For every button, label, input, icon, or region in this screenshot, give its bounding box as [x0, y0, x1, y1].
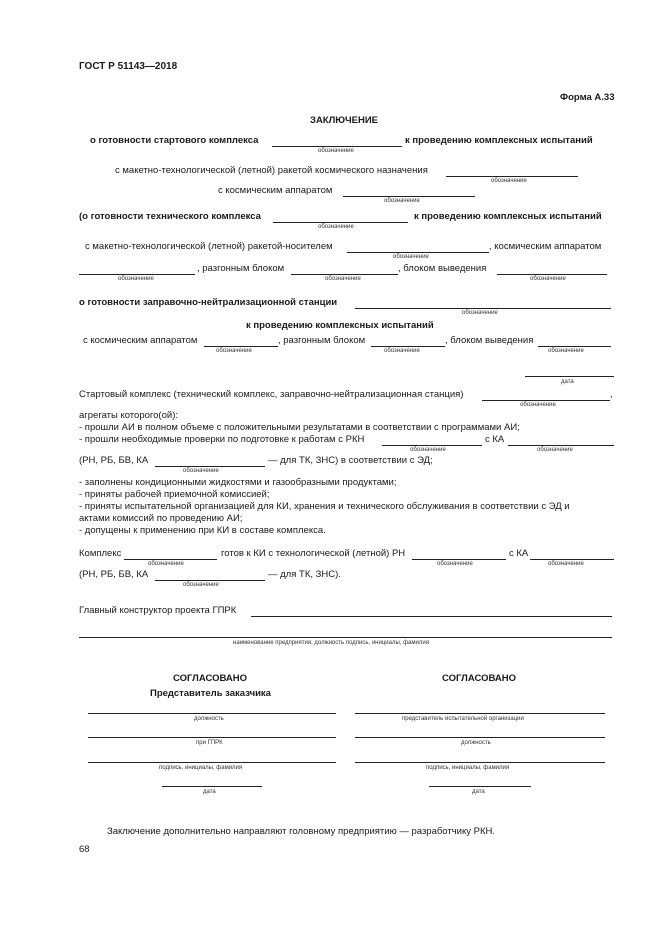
checks-field-rkn — [382, 445, 482, 446]
approval-right-line4 — [429, 786, 531, 787]
approval-right-line3 — [355, 762, 605, 763]
s1-field-designation — [272, 146, 402, 147]
s3-line3-bv: , блоком выведения — [445, 335, 534, 346]
s2-field-ka — [79, 274, 195, 275]
s1-line3: с космическим аппаратом — [218, 185, 333, 196]
complex2-ka-label: с КА — [509, 548, 529, 559]
chief-designer-field-2 — [79, 637, 612, 638]
s3-line2: к проведению комплексных испытаний — [246, 320, 434, 331]
s2-field-designation — [273, 222, 408, 223]
s3-field-designation — [355, 308, 611, 309]
s2-field-bv — [497, 274, 607, 275]
rn-line-left: (РН, РБ, БВ, КА — [79, 455, 149, 466]
s1-line2: с макетно-технологической (летной) ракетой космического назначения — [115, 165, 428, 176]
s2-line3-rb: , разгонным блоком — [197, 263, 285, 274]
approval-left-cap4: дата — [203, 789, 216, 795]
approval-left-subtitle: Представитель заказчика — [150, 688, 271, 699]
s1-caption-rkn: обозначение — [491, 178, 527, 184]
rn-line-right: — для ТК, ЗНС) в соответствии с ЭД; — [268, 455, 433, 466]
approval-left-title: СОГЛАСОВАНО — [173, 673, 247, 684]
s2-line1-right: к проведению комплексных испытаний — [414, 211, 602, 222]
complex2-caption-rn: обозначение — [437, 561, 473, 567]
rn-line-field — [155, 466, 265, 467]
s2-caption-bv: обозначение — [530, 276, 566, 282]
s2-caption-designation: обозначение — [318, 224, 354, 230]
s1-field-ka — [343, 196, 475, 197]
s1-caption-designation: обозначение — [318, 148, 354, 154]
standard-number: ГОСТ Р 51143—2018 — [79, 61, 178, 72]
s3-field-bv — [538, 346, 611, 347]
bullet-test-org: - приняты испытательной организацией для КИ, хранения и технического обслуживания в соответствии с ЭД и — [79, 501, 570, 512]
complex2-left: Комплекс — [79, 548, 122, 559]
complex-line: Стартовый комплекс (технический комплекс, заправочно-нейтрализационная станция) — [79, 389, 464, 400]
aggregates-label: агрегаты которого(ой): — [79, 410, 178, 421]
chief-designer-label: Главный конструктор проекта ГПРК — [79, 605, 237, 616]
chief-designer-field — [251, 616, 612, 617]
s2-field-rn — [347, 252, 489, 253]
bullet-test-org-cont: актами комиссий по проведению АИ; — [79, 513, 243, 524]
bullet-filled: - заполнены кондиционными жидкостями и газообразными продуктами; — [79, 477, 397, 488]
approval-right-cap3: подпись, инициалы, фамилия — [426, 765, 510, 771]
date-field — [525, 376, 614, 377]
complex-caption: обозначение — [520, 402, 556, 408]
s3-line3-left: с космическим аппаратом — [83, 335, 198, 346]
s2-caption-rb: обозначение — [325, 276, 361, 282]
complex2-caption: обозначение — [148, 561, 184, 567]
approval-left-cap2: при ГПРК — [196, 740, 223, 746]
page-number: 68 — [79, 844, 90, 855]
chief-designer-caption: наименование предприятия, должность подпись, инициалы, фамилия — [233, 640, 429, 646]
document-title: ЗАКЛЮЧЕНИЕ — [310, 115, 378, 126]
approval-left-cap3: подпись, инициалы, фамилия — [159, 765, 243, 771]
complex2-field — [124, 559, 217, 560]
approval-left-line4 — [162, 786, 262, 787]
checks-caption-ka: обозначение — [537, 447, 573, 453]
rn2-field — [155, 580, 265, 581]
approval-right-line2 — [355, 737, 605, 738]
s3-line3-rb: , разгонным блоком — [278, 335, 366, 346]
s2-line2-left: с макетно-технологической (летной) ракетой-носителем — [85, 241, 333, 252]
s2-caption-ka: обозначение — [118, 276, 154, 282]
complex2-caption-ka: обозначение — [548, 561, 584, 567]
approval-right-title: СОГЛАСОВАНО — [442, 673, 516, 684]
s2-field-rb — [291, 274, 398, 275]
s3-caption-ka: обозначение — [216, 348, 252, 354]
s1-line1-left: о готовности стартового комплекса — [90, 135, 259, 146]
s3-caption-bv: обозначение — [548, 348, 584, 354]
date-caption: дата — [561, 379, 574, 385]
bullet-checks: - прошли необходимые проверки по подготовке к работам с РКН — [79, 434, 365, 445]
approval-right-cap2: должность — [461, 740, 491, 746]
checks-ka-label: с КА — [485, 434, 505, 445]
s3-field-rb — [371, 346, 445, 347]
bullet-admitted: - допущены к применению при КИ в составе комплекса. — [79, 525, 326, 536]
approval-left-line3 — [88, 762, 336, 763]
rn-line-caption: обозначение — [183, 468, 219, 474]
s2-caption-rn: обозначение — [393, 254, 429, 260]
s3-caption-rb: обозначение — [384, 348, 420, 354]
approval-left-cap1: должность — [194, 716, 224, 722]
checks-field-ka — [508, 445, 614, 446]
s2-line2-right: , космическим аппаратом — [489, 241, 602, 252]
s1-caption-ka: обозначение — [384, 198, 420, 204]
approval-right-line1 — [355, 713, 605, 714]
s3-caption-designation: обозначение — [462, 310, 498, 316]
complex2-mid: готов к КИ с технологической (летной) РН — [221, 548, 406, 559]
approval-right-cap1: представитель испытательной организации — [402, 716, 524, 722]
form-number: Форма А.33 — [560, 92, 615, 103]
bullet-ai: - прошли АИ в полном объеме с положительными результатами в соответствии с программами АИ; — [79, 422, 520, 433]
approval-left-line1 — [88, 713, 336, 714]
s1-field-rkn — [446, 176, 578, 177]
s3-line1: о готовности заправочно-нейтрализационной станции — [79, 297, 338, 308]
closing-note: Заключение дополнительно направляют головному предприятию — разработчику РКН. — [107, 826, 496, 837]
checks-caption-rkn: обозначение — [410, 447, 446, 453]
complex2-field-ka — [530, 559, 614, 560]
s3-field-ka — [204, 346, 278, 347]
rn2-right: — для ТК, ЗНС). — [268, 569, 341, 580]
approval-left-line2 — [88, 737, 336, 738]
complex-comma: , — [610, 389, 613, 400]
complex2-field-rn — [412, 559, 506, 560]
approval-right-cap4: дата — [472, 789, 485, 795]
s2-line3-bv: , блоком выведения — [398, 263, 487, 274]
rn2-left: (РН, РБ, БВ, КА — [79, 569, 149, 580]
bullet-accepted: - приняты рабочей приемочной комиссией; — [79, 489, 270, 500]
s1-line1-right: к проведению комплексных испытаний — [405, 135, 593, 146]
s2-line1-left: (о готовности технического комплекса — [79, 211, 261, 222]
complex-field — [482, 400, 610, 401]
rn2-caption: обозначение — [183, 582, 219, 588]
